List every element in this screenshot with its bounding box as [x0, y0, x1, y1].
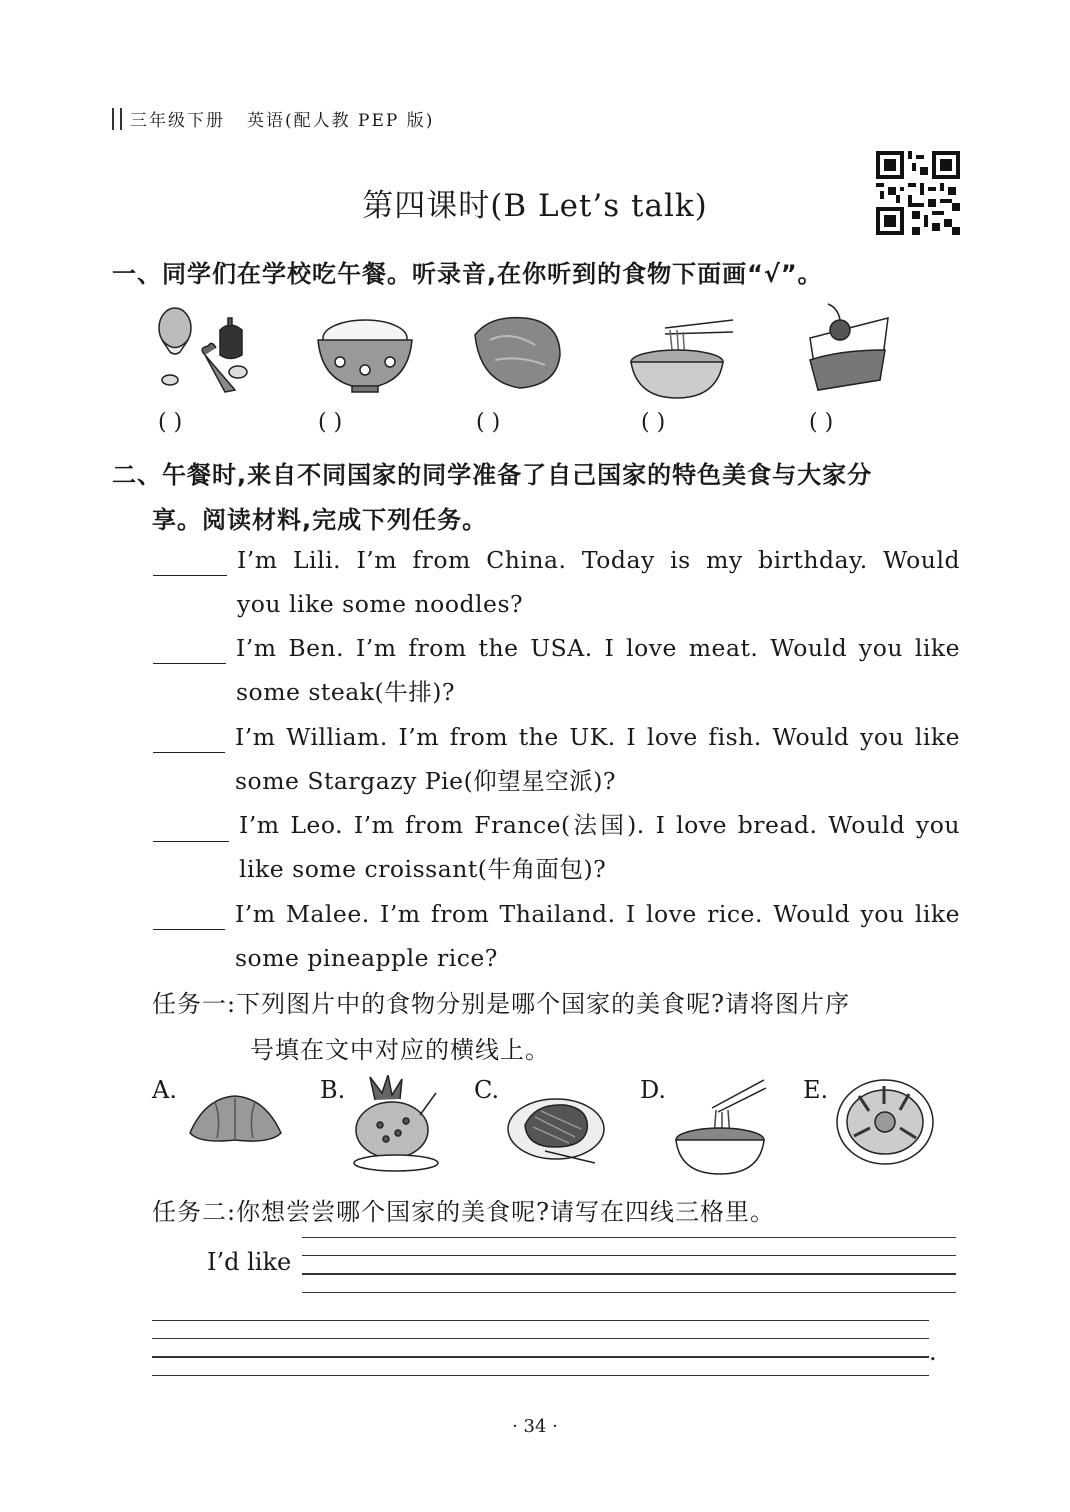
answer-blank-4[interactable]	[153, 841, 229, 842]
lesson-title: 第四课时(B Let’s talk)	[362, 188, 708, 224]
answer-paren-5[interactable]: ( )	[809, 410, 834, 435]
paragraph-line: I’m William. I’m from the UK. I love fish. Would you like	[235, 723, 960, 751]
page-header	[112, 106, 434, 131]
vegetables-icon	[150, 300, 260, 400]
paragraph-line: some Stargazy Pie(仰望星空派)?	[235, 767, 617, 795]
writing-line[interactable]	[152, 1338, 929, 1339]
task1-line2: 号填在文中对应的横线上。	[250, 1036, 550, 1064]
qr-code-icon[interactable]	[876, 151, 960, 235]
option-label-a: A.	[152, 1076, 177, 1104]
answer-paren-2[interactable]: ( )	[318, 410, 343, 435]
writing-line[interactable]	[302, 1292, 956, 1293]
answer-paren-3[interactable]: ( )	[476, 410, 501, 435]
header-grade: 三年级下册	[130, 111, 225, 131]
writing-line[interactable]	[302, 1273, 956, 1275]
paragraph-line: some pineapple rice?	[235, 944, 498, 972]
paragraph-malee	[235, 892, 960, 980]
option-label-b: B.	[320, 1076, 346, 1104]
paragraph-line: some steak(牛排)?	[236, 678, 455, 706]
steak-icon	[505, 1085, 607, 1167]
paragraph-leo	[239, 803, 960, 891]
option-label-e: E.	[803, 1076, 829, 1104]
header-bars	[112, 108, 122, 130]
answer-blank-2[interactable]	[153, 663, 226, 664]
croissant-icon	[185, 1088, 285, 1150]
stargazy-pie-icon	[834, 1076, 936, 1168]
header-subject: 英语(配人教 PEP 版)	[247, 111, 435, 131]
page-number: · 34 ·	[512, 1416, 558, 1437]
paragraph-william	[235, 715, 960, 803]
meat-icon	[465, 300, 575, 400]
cake-icon	[800, 300, 910, 400]
section1-heading: 一、同学们在学校吃午餐。听录音,在你听到的食物下面画“√”。	[112, 260, 823, 288]
task1-line1: 任务一:下列图片中的食物分别是哪个国家的美食呢?请将图片序	[152, 990, 850, 1018]
pineapple-rice-icon	[350, 1075, 442, 1175]
answer-blank-1[interactable]	[153, 575, 227, 576]
option-label-d: D.	[640, 1076, 667, 1104]
paragraph-line: like some croissant(牛角面包)?	[239, 855, 607, 883]
noodles-bowl-icon	[672, 1078, 768, 1178]
rice-bowl-icon	[310, 300, 420, 400]
paragraph-line: I’m Malee. I’m from Thailand. I love rice. Would you like	[235, 900, 960, 928]
paragraph-line: I’m Lili. I’m from China. Today is my birthday. Would	[237, 546, 960, 574]
task2-instruction: 任务二:你想尝尝哪个国家的美食呢?请写在四线三格里。	[152, 1198, 775, 1226]
writing-line[interactable]	[302, 1237, 956, 1238]
answer-paren-4[interactable]: ( )	[641, 410, 666, 435]
end-period: .	[929, 1338, 937, 1366]
noodles-icon	[625, 300, 735, 400]
section2-heading-line2: 享。阅读材料,完成下列任务。	[152, 506, 488, 534]
answer-blank-5[interactable]	[153, 929, 225, 930]
paragraph-ben	[236, 626, 960, 714]
paragraph-line: I’m Ben. I’m from the USA. I love meat. Would you like	[236, 634, 960, 662]
paragraph-line: I’m Leo. I’m from France(法国). I love bread. Would you	[239, 811, 960, 839]
answer-paren-1[interactable]: ( )	[158, 410, 183, 435]
writing-line[interactable]	[152, 1375, 929, 1376]
writing-line[interactable]	[302, 1255, 956, 1256]
option-label-c: C.	[474, 1076, 500, 1104]
writing-prompt: I’d like	[207, 1248, 292, 1276]
writing-line[interactable]	[152, 1320, 929, 1321]
section2-heading-line1: 二、午餐时,来自不同国家的同学准备了自己国家的特色美食与大家分	[112, 461, 873, 489]
writing-line[interactable]	[152, 1356, 929, 1358]
paragraph-line: you like some noodles?	[237, 590, 524, 618]
answer-blank-3[interactable]	[153, 752, 225, 753]
paragraph-lili	[237, 538, 960, 626]
